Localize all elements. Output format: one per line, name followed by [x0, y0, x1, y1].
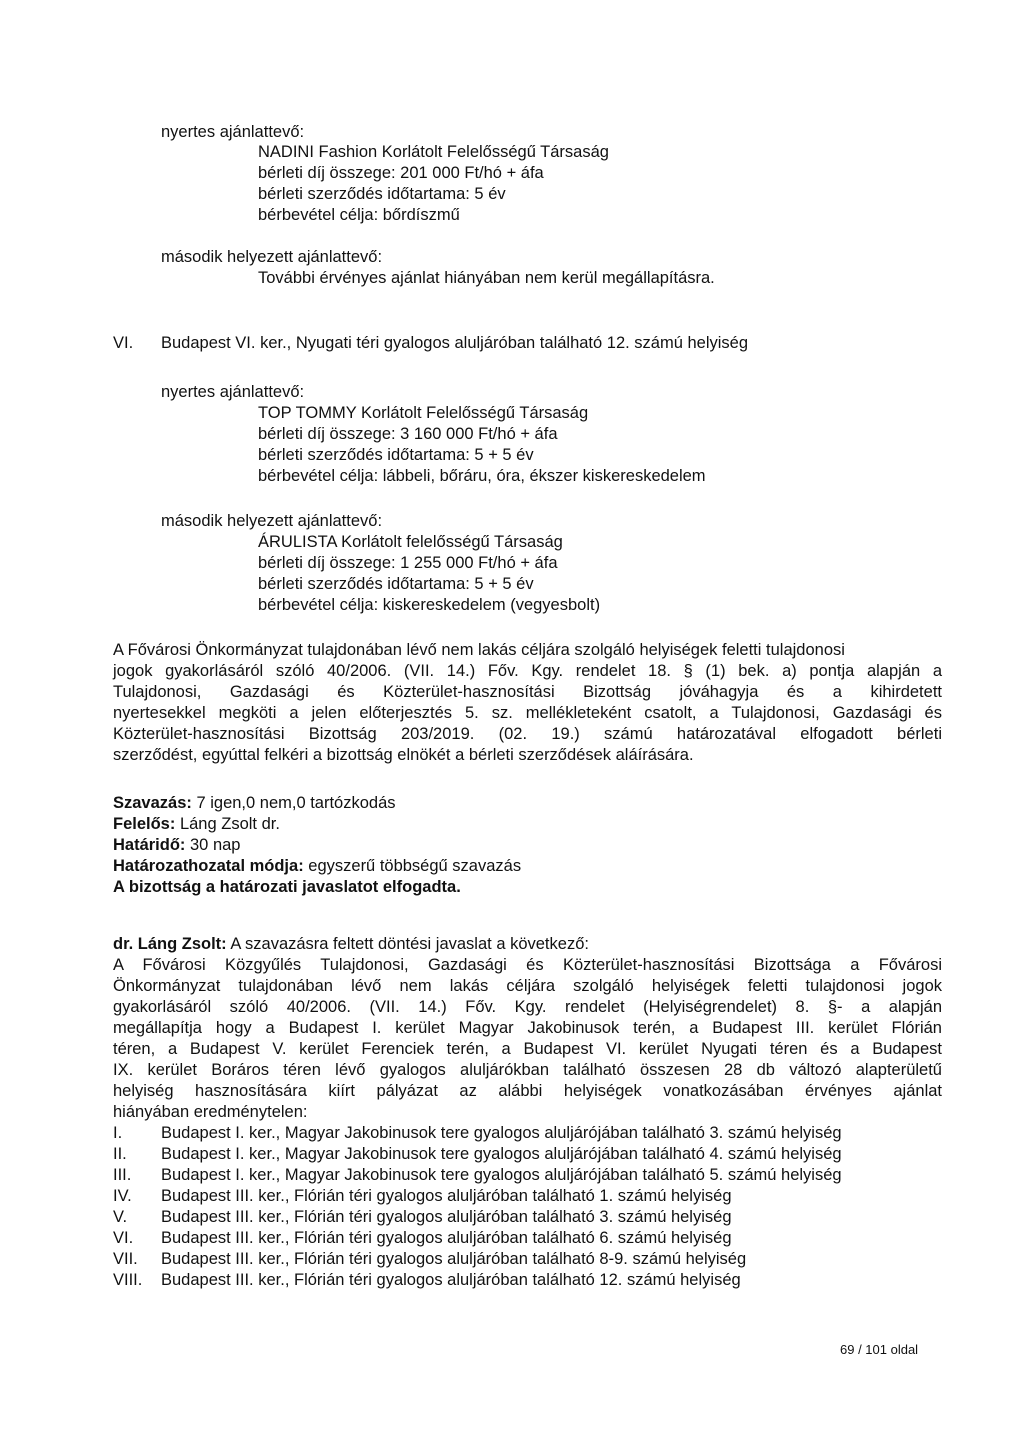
vote-label: Szavazás: [113, 794, 192, 812]
resolution-line: Közterület-hasznosítási Bizottság 203/2019. (02. 19.) számú határozatával elfogadott bérleti [113, 725, 942, 743]
page-number: 69 / 101 oldal [840, 1342, 919, 1357]
winner-company: TOP TOMMY Korlátolt Felelősségű Társaság [258, 404, 589, 422]
list-item-number: III. [113, 1166, 132, 1184]
proposal-line: téren, a Budapest V. kerület Ferenciek terén, a Budapest VI. kerület Nyugati téren és a Budapest [113, 1040, 942, 1058]
method-value: egyszerű többségű szavazás [303, 857, 522, 875]
second-purpose: bérbevétel célja: kiskereskedelem (vegyesbolt) [258, 596, 601, 614]
deadline-line [113, 835, 240, 855]
resolution-line: A Fővárosi Önkormányzat tulajdonában lévő nem lakás céljára szolgáló helyiségek feletti tulajdonosi [113, 641, 845, 659]
winner-fee: bérleti díj összege: 201 000 Ft/hó + áfa [258, 164, 544, 182]
winner-purpose: bérbevétel célja: bőrdíszmű [258, 206, 460, 224]
deadline-value: 30 nap [185, 836, 241, 854]
winner-term: bérleti szerződés időtartama: 5 + 5 év [258, 446, 534, 464]
list-item: Budapest III. ker., Flórián téri gyalogos aluljáróban található 6. számú helyiség [161, 1229, 732, 1247]
winner-label: nyertes ajánlattevő: [161, 383, 305, 401]
deadline-label: Határidő: [113, 836, 186, 854]
list-item: Budapest I. ker., Magyar Jakobinusok tere gyalogos aluljárójában található 5. számú helyiség [161, 1166, 842, 1184]
second-company: ÁRULISTA Korlátolt felelősségű Társaság [258, 533, 563, 551]
section-title: Budapest VI. ker., Nyugati téri gyalogos aluljáróban található 12. számú helyiség [161, 334, 749, 352]
winner-term: bérleti szerződés időtartama: 5 év [258, 185, 506, 203]
list-item: Budapest I. ker., Magyar Jakobinusok tere gyalogos aluljárójában található 3. számú helyiség [161, 1124, 842, 1142]
list-item-number: IV. [113, 1187, 132, 1205]
section-number: VI. [113, 334, 134, 352]
list-item-number: V. [113, 1208, 128, 1226]
list-item-number: I. [113, 1124, 123, 1142]
second-term: bérleti szerződés időtartama: 5 + 5 év [258, 575, 534, 593]
proposal-line: helyiség hasznosítására kiírt pályázat az alábbi helyiségek vonatkozásában érvényes ajánlat [113, 1082, 942, 1100]
list-item-number: VI. [113, 1229, 134, 1247]
winner-company: NADINI Fashion Korlátolt Felelősségű Társaság [258, 143, 609, 161]
winner-fee: bérleti díj összege: 3 160 000 Ft/hó + áfa [258, 425, 558, 443]
list-item-number: VIII. [113, 1271, 143, 1289]
responsible-label: Felelős: [113, 815, 176, 833]
proposal-intro [113, 934, 589, 954]
resolution-line: jogok gyakorlásáról szóló 40/2006. (VII. 14.) Főv. Kgy. rendelet 18. § (1) bek. a) pontja alapján a [113, 662, 942, 680]
proposal-line: IX. kerület Boráros téren lévő gyalogos aluljárókban található összesen 28 db változó alapterületű [113, 1061, 942, 1079]
list-item-number: VII. [113, 1250, 138, 1268]
resolution-line: nyertesekkel megköti a jelen előterjesztés 5. sz. mellékleteként csatolt, a Tulajdonosi, Gazdasági és [113, 704, 942, 722]
proposal-line: hiányában eredménytelen: [113, 1103, 308, 1121]
responsible-line [113, 814, 280, 834]
method-line [113, 856, 521, 876]
proposal-line: Önkormányzat tulajdonában lévő nem lakás céljára szolgáló helyiségek feletti tulajdonosi jogok [113, 977, 942, 995]
vote-line [113, 793, 396, 813]
resolution-line: szerződést, egyúttal felkéri a bizottság elnökét a bérleti szerződések aláírására. [113, 746, 694, 764]
winner-label: nyertes ajánlattevő: [161, 123, 305, 141]
method-label: Határozathozatal módja: [113, 857, 304, 875]
list-item: Budapest III. ker., Flórián téri gyalogos aluljáróban található 12. számú helyiség [161, 1271, 741, 1289]
second-label: második helyezett ajánlattevő: [161, 248, 383, 266]
proposal-line: gyakorlásáról szóló 40/2006. (VII. 14.) Főv. Kgy. rendelet (Helyiségrendelet) 8. §- a alapján [113, 998, 942, 1016]
proposal-line: megállapítja hogy a Budapest I. kerület Magyar Jakobinusok terén, a Budapest III. kerület Flórián [113, 1019, 942, 1037]
proposal-intro-text: A szavazásra feltett döntési javaslat a következő: [226, 935, 589, 953]
vote-value: 7 igen,0 nem,0 tartózkodás [191, 794, 396, 812]
vote-result: A bizottság a határozati javaslatot elfogadta. [113, 878, 461, 896]
winner-purpose: bérbevétel célja: lábbeli, bőráru, óra, ékszer kiskereskedelem [258, 467, 706, 485]
responsible-value: Láng Zsolt dr. [175, 815, 280, 833]
resolution-line: Tulajdonosi, Gazdasági és Közterület-hasznosítási Bizottság jóváhagyja és a kihirdetett [113, 683, 942, 701]
proposal-line: A Fővárosi Közgyűlés Tulajdonosi, Gazdasági és Közterület-hasznosítási Bizottsága a Fővárosi [113, 956, 942, 974]
list-item: Budapest III. ker., Flórián téri gyalogos aluljáróban található 3. számú helyiség [161, 1208, 732, 1226]
list-item: Budapest I. ker., Magyar Jakobinusok tere gyalogos aluljárójában található 4. számú helyiség [161, 1145, 842, 1163]
second-label: második helyezett ajánlattevő: [161, 512, 383, 530]
list-item: Budapest III. ker., Flórián téri gyalogos aluljáróban található 1. számú helyiség [161, 1187, 732, 1205]
list-item-number: II. [113, 1145, 127, 1163]
list-item: Budapest III. ker., Flórián téri gyalogos aluljáróban található 8-9. számú helyiség [161, 1250, 747, 1268]
second-text: További érvényes ajánlat hiányában nem kerül megállapításra. [258, 269, 715, 287]
speaker-name: dr. Láng Zsolt: [113, 935, 227, 953]
second-fee: bérleti díj összege: 1 255 000 Ft/hó + áfa [258, 554, 558, 572]
